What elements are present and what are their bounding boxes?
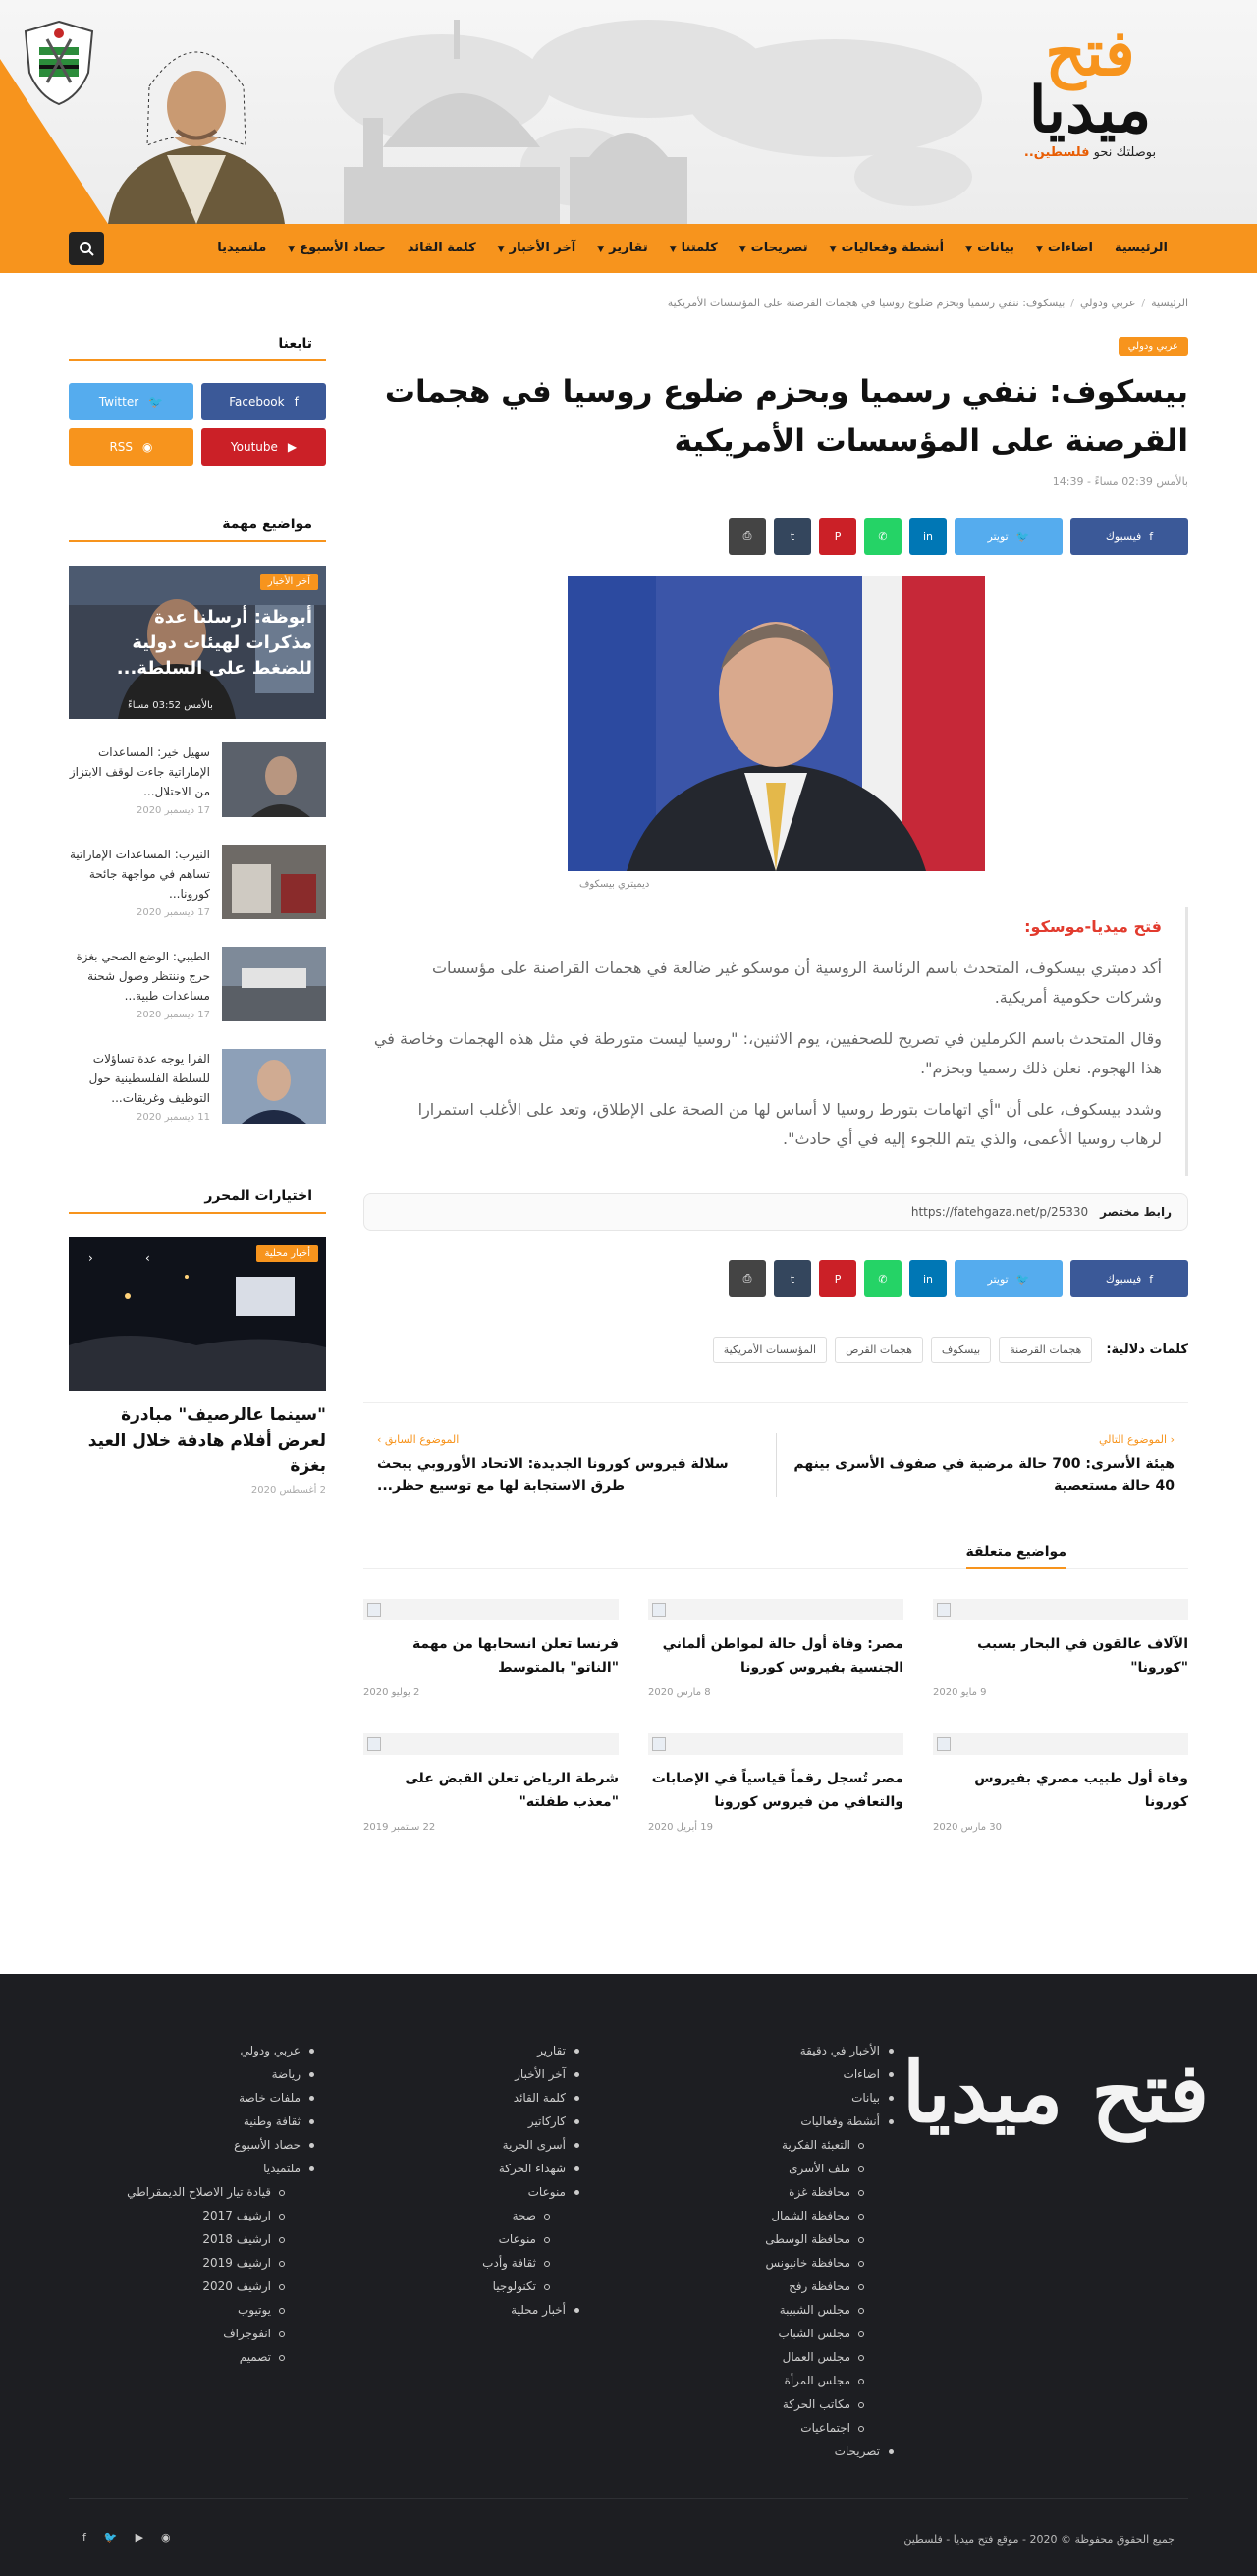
related-thumbnail [363,1599,619,1620]
nav-item[interactable]: أنشطة وفعاليات▼ [829,241,945,255]
print-button[interactable] [729,518,766,555]
category-badge[interactable]: عربي ودولي [1119,337,1188,356]
footer-link[interactable]: ملفات خاصة [59,2086,314,2110]
breadcrumb-home[interactable]: الرئيسية [1151,297,1188,309]
related-post[interactable]: شرطة الرياض تعلن القبض على "معذب طفلته" 22 سبتمبر 2019 [363,1733,619,1833]
editor-picks-heading: اختيارات المحرر [69,1186,326,1214]
sidebar-post[interactable]: الطيبي: الوضع الصحي بغزة حرج وننتظر وصول شحنة مساعدات طبية... 17 ديسمبر 2020 [69,947,326,1025]
article-main [363,334,1188,1833]
footer-link[interactable]: تصريحات [658,2439,894,2463]
article-meta: بالأمس 02:39 مساءً - 14:39 [1052,475,1188,488]
copyright-text: جميع الحقوق محفوظة © 2020 - موقع فتح ميديا - فلسطين [903,2533,1175,2546]
footer-logo-text: فتح ميديا [902,2044,1210,2141]
footer-social-links [82,2531,171,2544]
sidebar-post[interactable]: النيرب: المساعدات الإماراتية تساهم في مواجهة جائحة كورونا... 17 ديسمبر 2020 [69,845,326,923]
footer-link[interactable]: مجلس العمال [658,2345,894,2369]
category-badge: آخر الأخبار [260,574,318,590]
sidebar-post-thumbnail [222,845,326,919]
related-post[interactable]: الآلاف عالقون في البحار بسبب "كورونا" 9 مايو 2020 [933,1599,1188,1698]
rss-icon: ◉ [142,440,153,454]
print-icon: ⎙ [742,529,752,542]
footer-link[interactable]: أخبار محلية [344,2298,579,2322]
twitter-icon: 🐦 [148,395,164,409]
breadcrumb-category[interactable]: عربي ودولي [1079,297,1136,309]
footer-link[interactable]: محافظة رفح [658,2275,894,2298]
nav-item[interactable]: كلمة القائد [407,241,476,255]
sidebar-post[interactable]: سهيل خير: المساعدات الإماراتية جاءت لوقف الابتزاز من الاحتلال... 17 ديسمبر 2020 [69,742,326,821]
article-lead: فتح ميديا-موسكو: [1024,917,1162,936]
share-linkedin-button[interactable] [909,1260,947,1297]
next-post-title: هيئة الأسرى: 700 حالة مرضية في صفوف الأسرى بينهم 40 حالة مستعصية [793,1456,1175,1494]
share-pinterest-button[interactable] [819,1260,856,1297]
breadcrumb-current: بيسكوف: ننفي رسميا وبحزم ضلوع روسيا في هجمات القرصنة على المؤسسات الأمريكية [667,297,1066,309]
related-thumbnail [933,1733,1188,1755]
chevron-right-icon[interactable]: › [145,1251,150,1265]
footer-link[interactable]: قيادة تيار الاصلاح الديمقراطي [59,2180,314,2204]
footer-logo[interactable] [902,2033,1210,2229]
related-thumbnail [648,1733,903,1755]
footer-link[interactable]: ارشيف 2017 [59,2204,314,2227]
footer-link[interactable]: اجتماعيات [658,2416,894,2439]
footer-link[interactable]: آخر الأخبار [344,2062,579,2086]
sidebar-post-thumbnail [222,742,326,817]
editor-pick-post[interactable] [69,1237,326,1391]
footer-link[interactable]: تقارير [344,2039,579,2062]
sidebar [69,334,326,1496]
featured-sidebar-post[interactable] [69,566,326,719]
twitter-icon: 🐦 [1015,1272,1030,1286]
facebook-icon: f [1149,1272,1154,1286]
footer-link[interactable]: رياضة [59,2062,314,2086]
main-nav [0,224,1257,273]
twitter-icon: 🐦 [1015,529,1030,543]
follow-heading: تابعنا [69,334,326,361]
related-post[interactable]: فرنسا تعلن انسحابها من مهمة "الناتو" بالمتوسط 2 يوليو 2020 [363,1599,619,1698]
share-twitter-button[interactable]: 🐦 تويتر [955,1260,1063,1297]
footer-link[interactable]: عربي ودولي [59,2039,314,2062]
youtube-icon[interactable]: ▶ [135,2531,144,2544]
next-post[interactable] [776,1433,1188,1497]
image-caption: ديميتري بيسكوف [579,879,650,890]
footer-link[interactable]: مكاتب الحركة [658,2392,894,2416]
chevron-left-icon[interactable]: ‹ [88,1251,93,1265]
footer-link[interactable]: محافظة غزة [658,2180,894,2204]
footer-link[interactable]: ثقافة وطنية [59,2110,314,2133]
article-paragraph: وشدد بيسكوف، على أن "أي اتهامات بتورط روسيا لا أساس لها من الصحة على الإطلاق، وتعد على الأغلب استمرارا لرهاب روسيا الأعمى، والذي يتم اللجوء إليه في أي حادث". [417,1100,1162,1148]
related-thumbnail [363,1733,619,1755]
featured-sidebar-date: بالأمس 03:52 مساءً [128,700,213,711]
footer-link[interactable]: منوعات [344,2180,579,2204]
footer-column-3 [59,2039,314,2369]
facebook-icon: f [294,395,299,409]
chevron-down-icon: ▼ [669,245,677,254]
featured-photo [568,576,985,871]
share-bar-top [363,518,1188,555]
nav-item[interactable]: حصاد الأسبوع▼ [288,241,386,255]
fatah-emblem-icon [20,18,98,106]
article-body [363,907,1188,1176]
related-post[interactable]: مصر تُسجل رقماً قياسياً في الإصابات والتعافي من فيروس كورونا 19 أبريل 2020 [648,1733,903,1833]
chevron-down-icon: ▼ [288,245,296,254]
footer-link[interactable]: ارشيف 2018 [59,2227,314,2251]
editor-pick-title[interactable]: "سينما عالرصيف" مبادرة لعرض أفلام هادفة خلال العيد بغزة [87,1405,326,1476]
footer-link[interactable]: تصميم [59,2345,314,2369]
shortlink-url[interactable]: https://fatehgaza.net/p/25330 [910,1205,1089,1219]
logo-line-2: ميديا [1028,74,1152,147]
breadcrumb-separator: / [1070,297,1074,309]
site-logo[interactable] [1002,17,1178,187]
share-facebook-button[interactable]: f فيسبوك [1070,1260,1188,1297]
related-heading: مواضيع متعلقة [363,1540,1188,1569]
important-heading: مواضيع مهمة [69,515,326,542]
breadcrumb-separator: / [1141,297,1146,309]
shortlink-box [363,1193,1188,1231]
tag-link[interactable]: المؤسسات الأمريكية [713,1337,827,1363]
sidebar-post[interactable]: الفرا يوجه عدة تساؤلات للسلطة الفلسطينية حول التوظيف وغريقات... 11 ديسمبر 2020 [69,1049,326,1127]
next-post-label: ‹ الموضوع التالي [1098,1433,1175,1446]
world-map-graphic [324,0,1011,224]
footer-link[interactable]: محافظة الوسطى [658,2227,894,2251]
footer-link[interactable]: الأخبار في دقيقة [658,2039,894,2062]
chevron-down-icon: ▼ [965,245,973,254]
tag-link[interactable]: هجمات القرص [835,1337,923,1363]
nav-item[interactable]: تصريحات▼ [738,241,808,255]
previous-post-label: الموضوع السابق › [377,1433,460,1446]
footer-link[interactable]: مجلس المرأة [658,2369,894,2392]
footer-link[interactable]: حصاد الأسبوع [59,2133,314,2157]
linkedin-icon: in [922,529,934,543]
share-whatsapp-button[interactable] [864,518,902,555]
print-icon: ⎙ [742,1272,752,1285]
footer-link[interactable]: تكنولوجيا [344,2275,579,2298]
rss-icon[interactable]: ◉ [161,2531,171,2544]
footer-link[interactable]: ثقافة وأدب [344,2251,579,2275]
share-tumblr-button[interactable] [774,518,811,555]
footer-link[interactable]: ارشيف 2020 [59,2275,314,2298]
follow-buttons [69,383,326,466]
footer-link[interactable]: صحة [344,2204,579,2227]
nav-item[interactable]: تقارير▼ [597,241,648,255]
featured-image [568,576,985,871]
twitter-icon[interactable]: 🐦 [103,2531,118,2544]
editor-pick-date: 2 أغسطس 2020 [250,1485,326,1496]
footer-link[interactable]: محافظة الشمال [658,2204,894,2227]
sidebar-post-thumbnail [222,947,326,1021]
facebook-icon: f [1149,529,1154,543]
follow-rss-button[interactable]: ◉ RSS [69,428,193,466]
footer-link[interactable]: ملف الأسرى [658,2157,894,2180]
footer-link[interactable]: مجلس الشبيبة [658,2298,894,2322]
sidebar-post-thumbnail [222,1049,326,1124]
featured-sidebar-title: أبوظة: أرسلنا عدة مذكرات لهيئات دولية للضغط على السلطة... [116,607,312,679]
share-tumblr-button[interactable] [774,1260,811,1297]
footer-column-1 [658,2039,894,2463]
facebook-icon[interactable]: f [82,2531,86,2544]
tumblr-icon: t [790,529,795,543]
related-posts-grid [363,1599,1188,1833]
linkedin-icon: in [922,1272,934,1286]
search-icon [79,241,94,256]
nav-item[interactable]: ملتميديا [217,241,267,255]
tags-label: كلمات دلالية: [1106,1343,1188,1357]
print-button[interactable] [729,1260,766,1297]
previous-post-title: سلالة فيروس كورونا الجديدة: الاتحاد الأوروبي يبحث طرق الاستجابة لها مع توسيع حظر... [377,1456,729,1494]
chevron-down-icon: ▼ [829,245,837,254]
nav-item[interactable]: آخر الأخبار▼ [497,241,576,255]
site-footer [0,1974,1257,2576]
chevron-down-icon: ▼ [1035,245,1043,254]
share-whatsapp-button[interactable] [864,1260,902,1297]
shortlink-label: رابط مختصر [1100,1205,1172,1219]
footer-link[interactable]: التعبئة الفكرية [658,2133,894,2157]
share-bar-bottom [363,1260,1188,1297]
site-header [0,0,1257,224]
nav-item[interactable]: الرئيسية [1114,241,1168,255]
pinterest-icon: P [834,529,842,543]
share-facebook-button[interactable]: f فيسبوك [1070,518,1188,555]
article-title: بيسكوف: ننفي رسميا وبحزم ضلوع روسيا في هجمات القرصنة على المؤسسات الأمريكية [384,374,1188,459]
footer-link[interactable]: اضاءات [658,2062,894,2086]
footer-link[interactable]: منوعات [344,2227,579,2251]
footer-link[interactable]: بيانات [658,2086,894,2110]
related-thumbnail [933,1599,1188,1620]
whatsapp-icon: ✆ [878,1272,888,1286]
footer-link[interactable]: ملتميديا [59,2157,314,2180]
related-post[interactable]: مصر: وفاة أول حالة لمواطن ألماني الجنسية بفيروس كورونا 8 مارس 2020 [648,1599,903,1698]
category-badge: أخبار محلية [256,1245,318,1262]
footer-link[interactable]: شهداء الحركة [344,2157,579,2180]
article-paragraph: وقال المتحدث باسم الكرملين في تصريح للصحفيين، يوم الاثنين،: "روسيا ليست متورطة في مثل هذه الهجمات وخاصة في هذا الهجوم. نعلن ذلك رسميا وبحزم". [373,1029,1162,1077]
nav-item[interactable]: بيانات▼ [965,241,1014,255]
nav-item[interactable]: اضاءات▼ [1035,241,1093,255]
chevron-down-icon: ▼ [738,245,746,254]
logo-tagline: بوصلتك نحو فلسطين.. [1023,145,1157,160]
follow-twitter-button[interactable]: 🐦 Twitter [69,383,193,420]
footer-link[interactable]: كاركاتير [344,2110,579,2133]
footer-link[interactable]: انفوجراف [59,2322,314,2345]
article-paragraph: أكد دميتري بيسكوف، المتحدث باسم الرئاسة الروسية أن موسكو غير ضالعة في هجمات القراصنة على مؤسسات وشركات حكومية أمريكية. [431,959,1162,1007]
footer-link[interactable]: مجلس الشباب [658,2322,894,2345]
footer-bottom-bar [69,2498,1188,2576]
previous-post[interactable] [363,1433,776,1497]
share-linkedin-button[interactable] [909,518,947,555]
breadcrumb [668,297,1188,309]
footer-link[interactable]: ارشيف 2019 [59,2251,314,2275]
related-thumbnail [648,1599,903,1620]
footer-link[interactable]: محافظة خانيونس [658,2251,894,2275]
leader-portrait [88,8,304,224]
tumblr-icon: t [790,1272,795,1286]
related-post[interactable]: وفاة أول طبيب مصري بفيروس كورونا 30 مارس 2020 [933,1733,1188,1833]
follow-youtube-button[interactable]: ▶ Youtube [201,428,326,466]
logo-line-1: فتح [1045,17,1135,90]
footer-link[interactable]: أنشطة وفعاليات [658,2110,894,2133]
youtube-icon: ▶ [287,440,298,454]
tag-link[interactable]: بيسكوف [931,1337,991,1363]
follow-facebook-button[interactable]: f Facebook [201,383,326,420]
tag-link[interactable]: هجمات القرصنة [999,1337,1092,1363]
search-button[interactable] [69,232,104,265]
share-pinterest-button[interactable] [819,518,856,555]
footer-link[interactable]: يوتيوب [59,2298,314,2322]
whatsapp-icon: ✆ [878,529,888,543]
post-navigation [363,1402,1188,1497]
tags-row [363,1337,1188,1363]
share-twitter-button[interactable]: 🐦 تويتر [955,518,1063,555]
nav-item[interactable]: كلمتنا▼ [669,241,718,255]
footer-column-2 [344,2039,579,2322]
footer-link[interactable]: كلمة القائد [344,2086,579,2110]
chevron-down-icon: ▼ [497,245,505,254]
pinterest-icon: P [834,1272,842,1286]
footer-link[interactable]: أسرى الحرية [344,2133,579,2157]
chevron-down-icon: ▼ [597,245,605,254]
